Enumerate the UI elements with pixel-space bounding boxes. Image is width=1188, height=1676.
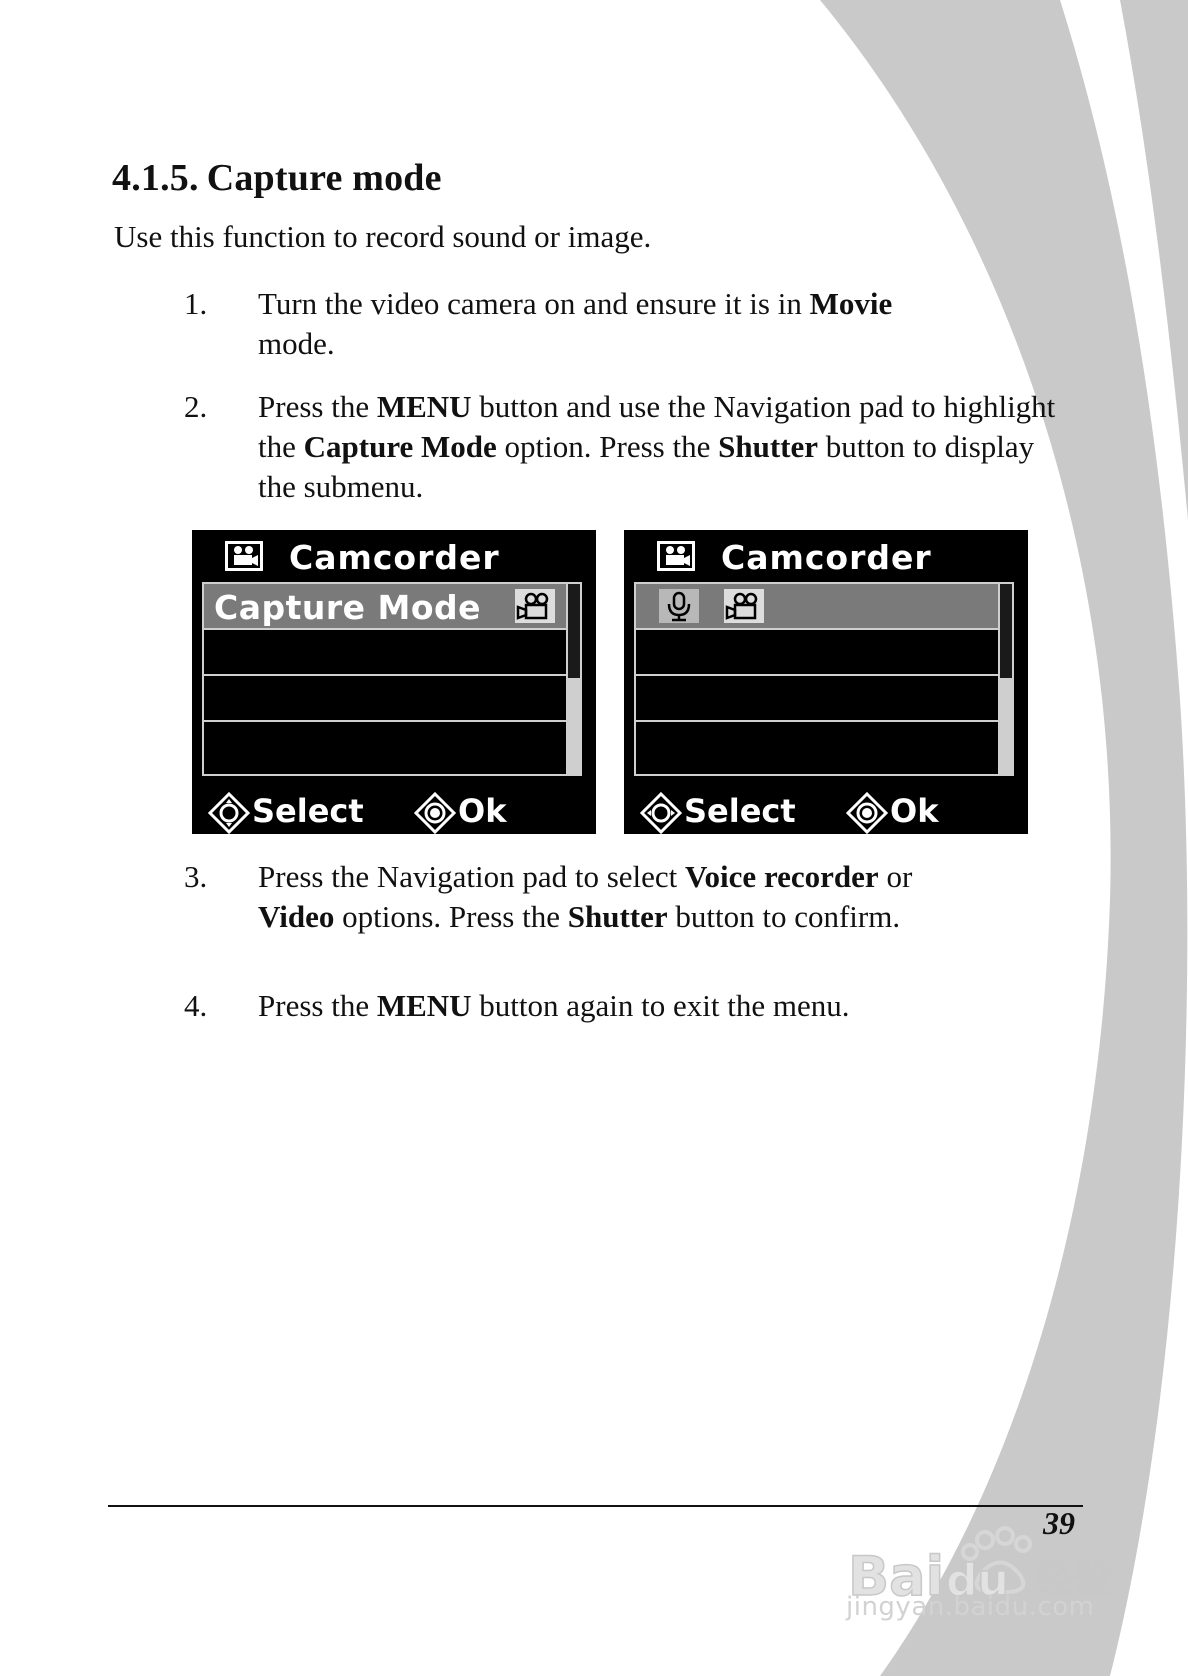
footer-ok-label: Ok xyxy=(458,792,507,830)
page-number: 39 xyxy=(1043,1505,1075,1541)
step-text-part: button and use the Navigation pad to highlight the xyxy=(258,389,1056,464)
svg-text:Bai: Bai xyxy=(848,1545,945,1608)
scrollbar[interactable] xyxy=(998,584,1012,774)
section-number: 4.1.5. xyxy=(112,157,199,199)
menu-item-empty[interactable] xyxy=(636,676,998,722)
menu-list xyxy=(202,582,582,776)
watermark-url: jingyan.baidu.com xyxy=(846,1592,1095,1622)
menu-item-empty[interactable] xyxy=(636,722,998,766)
step-text-bold: Shutter xyxy=(718,429,818,464)
scrollbar[interactable] xyxy=(566,584,580,774)
camcorder-icon xyxy=(224,540,264,572)
footer-select-label: Select xyxy=(684,792,796,830)
nav-pad-icon xyxy=(208,792,250,834)
submenu-list xyxy=(634,582,1014,776)
step-text xyxy=(258,857,1058,937)
ok-button-icon xyxy=(846,792,888,834)
step-text-part: or xyxy=(878,859,913,894)
video-mode-icon xyxy=(514,588,556,624)
step-number: 1. xyxy=(184,286,208,321)
step-number: 4. xyxy=(184,988,208,1023)
screen-footer xyxy=(192,786,596,834)
step-text-bold: Movie xyxy=(809,286,893,321)
step-text-part: button again to exit the menu. xyxy=(471,988,850,1023)
menu-item-label: Capture Mode xyxy=(214,588,482,627)
step-text-bold: MENU xyxy=(376,389,472,424)
step-text-part: Turn the video camera on and ensure it is in xyxy=(258,286,810,321)
footer-rule xyxy=(108,1505,1083,1507)
camera-screen-capture-submenu xyxy=(624,530,1028,834)
step-text-part: options. Press the xyxy=(334,899,568,934)
scrollbar-thumb[interactable] xyxy=(568,678,580,774)
menu-item-empty[interactable] xyxy=(636,630,998,676)
menu-item-empty[interactable] xyxy=(204,676,566,722)
menu-item-empty[interactable] xyxy=(204,630,566,676)
video-mode-icon[interactable] xyxy=(723,588,765,624)
svg-text:du: du xyxy=(946,1555,1009,1606)
step-text-part: Press the Navigation pad to select xyxy=(258,859,686,894)
step-text-bold: MENU xyxy=(376,988,472,1023)
baidu-watermark-logo xyxy=(840,1520,1130,1640)
step-text-bold: Shutter xyxy=(567,899,668,934)
screen-footer xyxy=(624,786,1028,834)
step-text-bold: Video xyxy=(258,899,335,934)
camera-screen-capture-menu xyxy=(192,530,596,834)
screen-title: Camcorder xyxy=(721,538,932,577)
menu-item-empty[interactable] xyxy=(204,722,566,766)
ok-button-icon xyxy=(414,792,456,834)
step-text-part: Press the xyxy=(258,988,377,1023)
screen-title: Camcorder xyxy=(289,538,500,577)
menu-item-capture-mode[interactable] xyxy=(204,584,566,630)
step-text-part: option. Press the xyxy=(496,429,719,464)
section-heading xyxy=(112,156,442,200)
step-text-part: button to confirm. xyxy=(667,899,901,934)
microphone-icon[interactable] xyxy=(658,588,700,624)
footer-ok-label: Ok xyxy=(890,792,939,830)
screen-title-bar xyxy=(192,530,596,580)
submenu-option-row xyxy=(636,584,998,630)
footer-select-label: Select xyxy=(252,792,364,830)
section-title: Capture mode xyxy=(206,157,442,199)
step-text-bold: Capture Mode xyxy=(303,429,497,464)
section-intro: Use this function to record sound or image. xyxy=(114,219,652,254)
screen-title-bar xyxy=(624,530,1028,580)
camcorder-icon xyxy=(656,540,696,572)
scrollbar-thumb[interactable] xyxy=(1000,678,1012,774)
nav-pad-icon xyxy=(640,792,682,834)
step-number: 3. xyxy=(184,859,208,894)
step-text-part: mode. xyxy=(258,326,335,361)
step-number: 2. xyxy=(184,389,208,424)
step-text-part: button to display the submenu. xyxy=(258,429,1035,504)
svg-text:经验: 经验 xyxy=(1036,1557,1113,1601)
step-text xyxy=(258,387,1058,507)
step-text xyxy=(258,284,1058,364)
step-text-bold: Voice recorder xyxy=(685,859,879,894)
step-text-part: Press the xyxy=(258,389,377,424)
step-text xyxy=(258,986,1058,1026)
